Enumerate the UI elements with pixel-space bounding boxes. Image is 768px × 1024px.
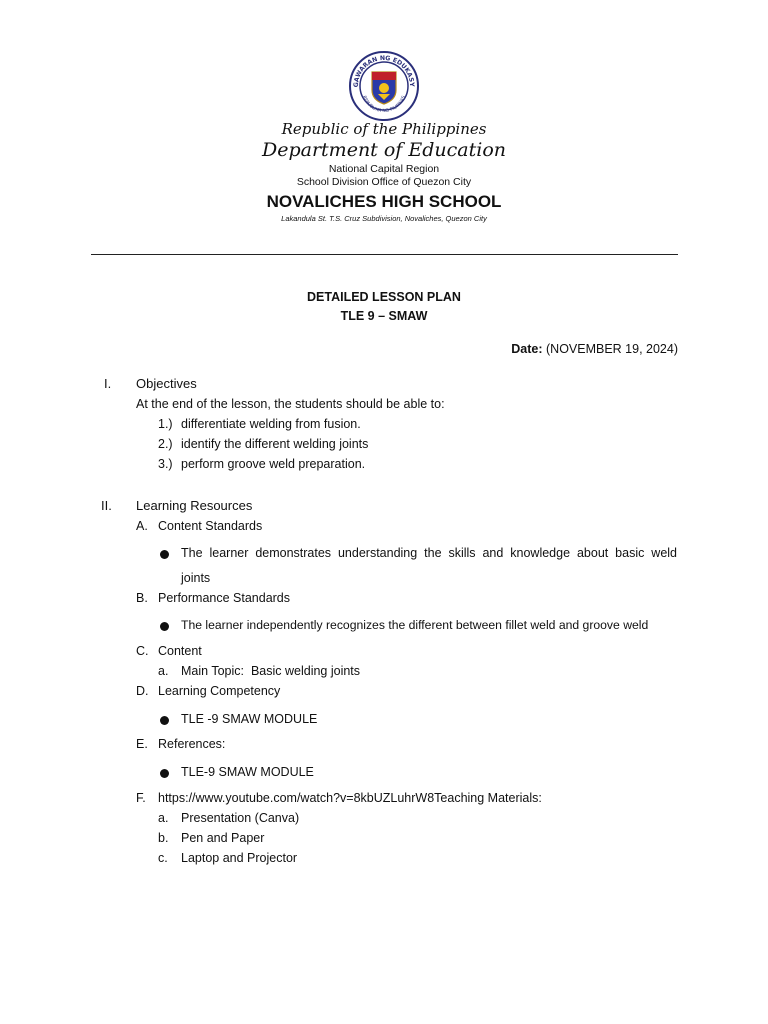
date-value: (NOVEMBER 19, 2024) — [542, 342, 678, 356]
material-letter-c: c. — [158, 851, 168, 865]
objective-num-2: 2.) — [158, 437, 173, 451]
seal-icon — [348, 50, 420, 122]
content-standards-text: The learner demonstrates understanding the skills and knowledge about basic weld — [181, 546, 677, 560]
material-text-a: Presentation (Canva) — [181, 811, 300, 825]
objective-text-1: differentiate welding from fusion. — [181, 417, 361, 431]
republic-line: Republic of the Philippines — [281, 120, 487, 138]
section-numeral-1: I. — [104, 376, 112, 391]
resource-letter-a: A. — [136, 519, 148, 533]
content-standards-text-cont: joints — [181, 571, 211, 585]
section-numeral-2: II. — [101, 498, 112, 513]
date-line — [511, 342, 678, 356]
resource-letter-b: B. — [136, 591, 148, 605]
resource-letter-c: C. — [136, 644, 149, 658]
section-heading-objectives: Objectives — [136, 376, 197, 391]
material-letter-a: a. — [158, 811, 169, 825]
learning-competency-label: Learning Competency — [158, 684, 281, 698]
material-text-b: Pen and Paper — [181, 831, 265, 845]
subject-title: TLE 9 – SMAW — [340, 309, 428, 323]
resource-letter-d: D. — [136, 684, 149, 698]
department-line: Department of Education — [262, 139, 506, 161]
bullet-dot — [160, 622, 169, 631]
material-text-c: Laptop and Projector — [181, 851, 298, 865]
school-name: NOVALICHES HIGH SCHOOL — [266, 192, 502, 211]
objective-text-3: perform groove weld preparation. — [181, 457, 366, 471]
material-letter-b: b. — [158, 831, 169, 845]
content-sub-letter: a. — [158, 664, 169, 678]
division-line: School Division Office of Quezon City — [296, 176, 472, 188]
performance-standards-text: The learner independently recognizes the different between fillet weld and groove weld — [181, 618, 649, 632]
region-line: National Capital Region — [328, 163, 440, 175]
content-standards-label: Content Standards — [158, 519, 263, 533]
learning-competency-text: TLE -9 SMAW MODULE — [181, 712, 318, 726]
main-topic-text: Main Topic: Basic welding joints — [181, 664, 361, 678]
objectives-intro: At the end of the lesson, the students should be able to: — [136, 397, 445, 411]
references-text: TLE-9 SMAW MODULE — [181, 765, 314, 779]
school-address: Lakandula St. T.S. Cruz Subdivision, Novaliches, Quezon City — [281, 214, 487, 223]
objective-num-1: 1.) — [158, 417, 173, 431]
resource-letter-f: F. — [136, 791, 146, 805]
bullet-dot — [160, 550, 169, 559]
resource-letter-e: E. — [136, 737, 148, 751]
deped-seal — [348, 50, 420, 122]
seal-ring-top: GAWARAN NG EDUKASY — [352, 54, 416, 88]
bullet-dot — [160, 769, 169, 778]
objective-num-3: 3.) — [158, 457, 173, 471]
content-label: Content — [158, 644, 202, 658]
date-label: Date: — [511, 342, 543, 356]
seal-ring-bottom: REPUBLIKA NG PILIPINAS — [361, 95, 407, 115]
bullet-dot — [160, 716, 169, 725]
teaching-materials-label: https://www.youtube.com/watch?v=8kbUZLuhrW8Teaching Materials: — [158, 791, 542, 805]
header-divider — [91, 254, 678, 255]
lesson-plan-title: DETAILED LESSON PLAN — [307, 290, 461, 304]
performance-standards-label: Performance Standards — [158, 591, 291, 605]
objective-text-2: identify the different welding joints — [181, 437, 369, 451]
references-label: References: — [158, 737, 226, 751]
section-heading-resources: Learning Resources — [136, 498, 253, 513]
